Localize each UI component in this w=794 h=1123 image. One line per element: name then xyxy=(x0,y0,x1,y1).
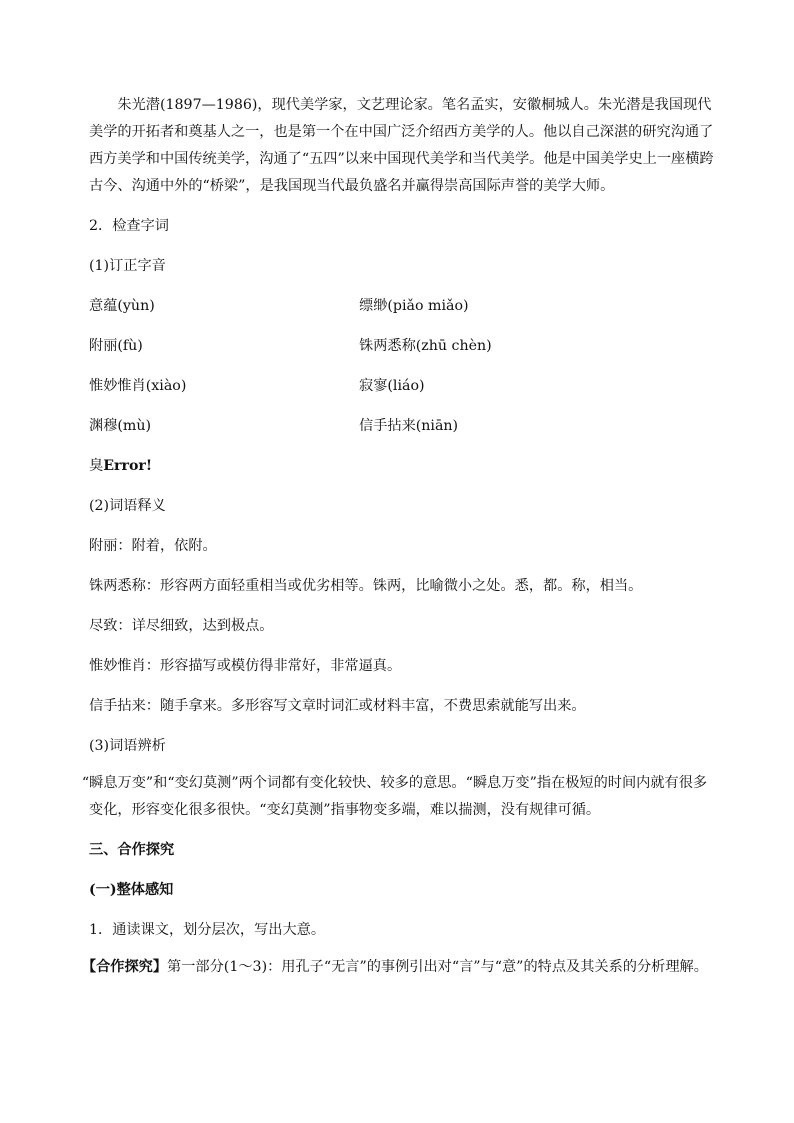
definition-item: 信手拈来：随手拿来。多形容写文章时词汇或材料丰富，不费思索就能写出来。 xyxy=(89,698,586,714)
definitions-heading: (2)词语释义 xyxy=(89,498,166,514)
error-prefix: 臭 xyxy=(89,458,104,474)
pronunciation-row xyxy=(89,376,715,396)
document-page xyxy=(81,92,715,981)
pronunciation-left: 渊穆(mù) xyxy=(89,418,152,434)
answer-label: 【合作探究】 xyxy=(81,959,168,975)
pronunciation-left: 惟妙惟肖(xiào) xyxy=(89,378,187,394)
pronunciation-right: 信手拈来(niān) xyxy=(359,418,459,434)
section3-task: 1．通读课文，划分层次，写出大意。 xyxy=(89,922,326,938)
pronunciation-row xyxy=(89,296,715,316)
pronunciation-right: 铢两悉称(zhū chèn) xyxy=(359,338,492,354)
section3-heading: 三、合作探究 xyxy=(89,842,175,858)
answer-text: 第一部分(1～3)：用孔子“无言”的事例引出对“言”与“意”的特点及其关系的分析理解。 xyxy=(167,959,708,975)
pronunciation-row xyxy=(89,336,715,356)
pronunciation-row xyxy=(89,416,715,436)
section3-subheading: (一)整体感知 xyxy=(89,882,174,898)
definition-item: 惟妙惟肖：形容描写或模仿得非常好，非常逼真。 xyxy=(89,658,402,674)
error-line xyxy=(89,456,715,476)
pronunciation-heading: (1)订正字音 xyxy=(89,258,166,274)
pronunciation-right: 寂寥(liáo) xyxy=(359,378,425,394)
definition-item: 尽致：详尽细致，达到极点。 xyxy=(89,618,274,634)
definition-item: 铢两悉称：形容两方面轻重相当或优劣相等。铢两，比喻微小之处。悉，都。称，相当。 xyxy=(89,578,643,594)
pronunciation-left: 附丽(fù) xyxy=(89,338,143,354)
intro-paragraph: 朱光潜(1897—1986)，现代美学家，文艺理论家。笔名孟实，安徽桐城人。朱光潜是我国现代美学的开拓者和奠基人之一，也是第一个在中国广泛介绍西方美学的人。他以自己深湛的研究沟通了西方美学和中国传统美学，沟通了“五四”以来中国现代美学和当代美学。他是中国美学史上一座横跨古今、沟通中外的“桥梁”，是我国现当代最负盛名并赢得崇高国际声誉的美学大师。 xyxy=(89,97,714,194)
analysis-paragraph: “瞬息万变”和“变幻莫测”两个词都有变化较快、较多的意思。“瞬息万变”指在极短的时间内就有很多变化，形容变化很多很快。“变幻莫测”指事物变多端，难以揣测，没有规律可循。 xyxy=(81,775,708,818)
pronunciation-left: 意蕴(yùn) xyxy=(89,298,155,314)
check-heading: 2．检查字词 xyxy=(89,218,169,234)
analysis-heading: (3)词语辨析 xyxy=(89,738,166,754)
error-text: Error! xyxy=(103,458,153,474)
section3-answer xyxy=(81,954,715,981)
pronunciation-right: 缥缈(piǎo miǎo) xyxy=(359,298,469,314)
definition-item: 附丽：附着，依附。 xyxy=(89,538,217,554)
